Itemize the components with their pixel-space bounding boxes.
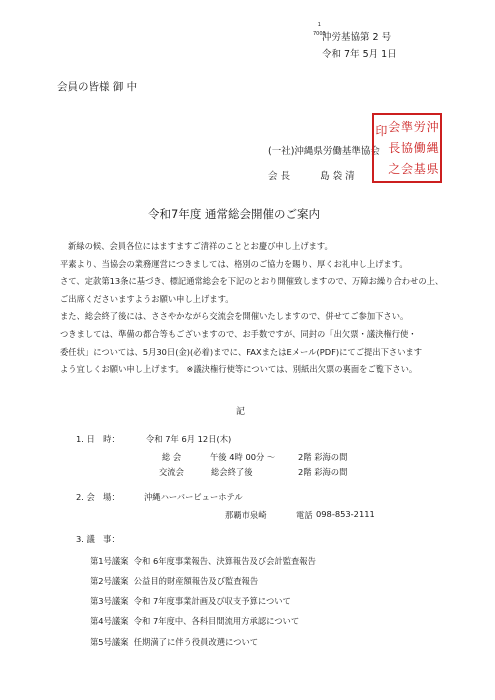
agenda-text: 任期満了に伴う役員改選について bbox=[133, 637, 259, 647]
agenda-item bbox=[90, 575, 258, 587]
agenda-item bbox=[90, 555, 316, 567]
seal-column bbox=[414, 117, 426, 179]
seal-glyph: 準 bbox=[400, 120, 413, 135]
session-time: 午後 4時 00分 〜 bbox=[210, 452, 276, 462]
agenda-label: 3. 議 事： bbox=[76, 534, 120, 544]
page-title: 令和7年度 通常総会開催のご案内 bbox=[148, 207, 320, 221]
paragraph: 平素より、当協会の業務運営につきましては、格別のご協力を賜り、厚くお礼申し上げます。 bbox=[60, 258, 408, 269]
agenda-number: 第1号議案 bbox=[90, 556, 129, 566]
seal-glyph: 働 bbox=[413, 140, 426, 155]
agenda-number: 第4号議案 bbox=[90, 616, 129, 626]
sender-title: 会 長 bbox=[268, 171, 291, 182]
session-place: 2階 彩海の間 bbox=[298, 452, 348, 462]
session-place: 2階 彩海の間 bbox=[298, 467, 348, 477]
document-number: 沖労基協第 2 号 bbox=[322, 32, 392, 43]
agenda-number: 第5号議案 bbox=[90, 637, 129, 647]
session-time: 総会終了後 bbox=[211, 467, 253, 477]
session-name: 総 会 bbox=[162, 452, 182, 462]
addressee: 会員の皆様 御 中 bbox=[57, 81, 138, 93]
agenda-item bbox=[90, 595, 291, 607]
seal-glyph: 県 bbox=[426, 161, 439, 176]
seal-glyph: 会 bbox=[388, 120, 401, 135]
agenda-text: 公益目的財産額報告及び監査報告 bbox=[133, 576, 259, 586]
session-name: 交流会 bbox=[159, 467, 184, 477]
paragraph: よう宜しくお願い申し上げます。 ※議決権行使等については、別紙出欠票の裏面をご覧下さい。 bbox=[60, 364, 418, 375]
small-mark: 1 7000 bbox=[313, 22, 326, 37]
seal-glyph: 基 bbox=[413, 161, 426, 176]
seal-glyph: 長 bbox=[388, 140, 401, 155]
paragraph: つきましては、準備の都合等もございますので、お手数ですが、同封の「出欠票・議決権行使・ bbox=[60, 328, 417, 339]
agenda-text: 令和 7年度中、各科目間流用方承認について bbox=[133, 616, 300, 626]
venue-phone: 098-853-2111 bbox=[316, 509, 375, 519]
seal-glyph: 之 bbox=[388, 161, 401, 176]
sender-organization: (一社)沖縄県労働基準協会 bbox=[268, 146, 380, 157]
ki-marker: 記 bbox=[236, 407, 246, 417]
venue-label: 2. 会 場： bbox=[76, 492, 120, 502]
agenda-item bbox=[90, 615, 299, 627]
seal-glyph: 労 bbox=[413, 120, 426, 135]
seal-column bbox=[401, 117, 413, 179]
agenda-text: 令和 6年度事業報告、決算報告及び会計監査報告 bbox=[133, 556, 316, 566]
body-text bbox=[60, 238, 465, 379]
seal-glyph: 協 bbox=[400, 140, 413, 155]
document-date: 令和 7年 5月 1日 bbox=[322, 49, 397, 60]
paragraph: 委任状」については、5月30日(金)(必着)までに、FAXまたはEメール(PDF)にてご提出下さいます bbox=[60, 346, 423, 357]
datetime-label: 1. 日 時： bbox=[76, 434, 120, 444]
paragraph: さて、定款第13条に基づき、標記通常総会を下記のとおり開催致しますので、万障お繰り合わせの上、 bbox=[60, 276, 444, 287]
agenda-item bbox=[90, 636, 258, 648]
paragraph: ご出席くださいますようお願い申し上げます。 bbox=[60, 293, 234, 304]
official-seal bbox=[372, 113, 442, 183]
seal-glyph: 会 bbox=[400, 161, 413, 176]
venue-phone-label: 電話 bbox=[296, 510, 313, 520]
agenda-number: 第3号議案 bbox=[90, 596, 129, 606]
seal-glyph: 縄 bbox=[426, 140, 439, 155]
seal-column bbox=[427, 117, 439, 179]
datetime-value: 令和 7年 6月 12日(木) bbox=[146, 434, 232, 444]
seal-glyph: 沖 bbox=[426, 120, 439, 135]
venue-address: 那覇市泉崎 bbox=[225, 510, 267, 520]
paragraph: また、総会終了後には、ささやかながら交流会を開催いたしますので、併せてご参加下さい。 bbox=[60, 311, 409, 322]
paragraph: 新緑の候、会員各位にはますますご清祥のこととお慶び申し上げます。 bbox=[68, 241, 333, 251]
agenda-text: 令和 7年度事業計画及び収支予算について bbox=[133, 596, 291, 606]
seal-column bbox=[375, 117, 387, 179]
seal-column bbox=[388, 117, 400, 179]
sender-signature bbox=[268, 168, 355, 182]
sender-name: 島 袋 清 bbox=[320, 171, 355, 182]
seal-glyph: 印 bbox=[375, 124, 388, 139]
venue-name: 沖縄ハーバービューホテル bbox=[144, 492, 243, 502]
agenda-number: 第2号議案 bbox=[90, 576, 129, 586]
